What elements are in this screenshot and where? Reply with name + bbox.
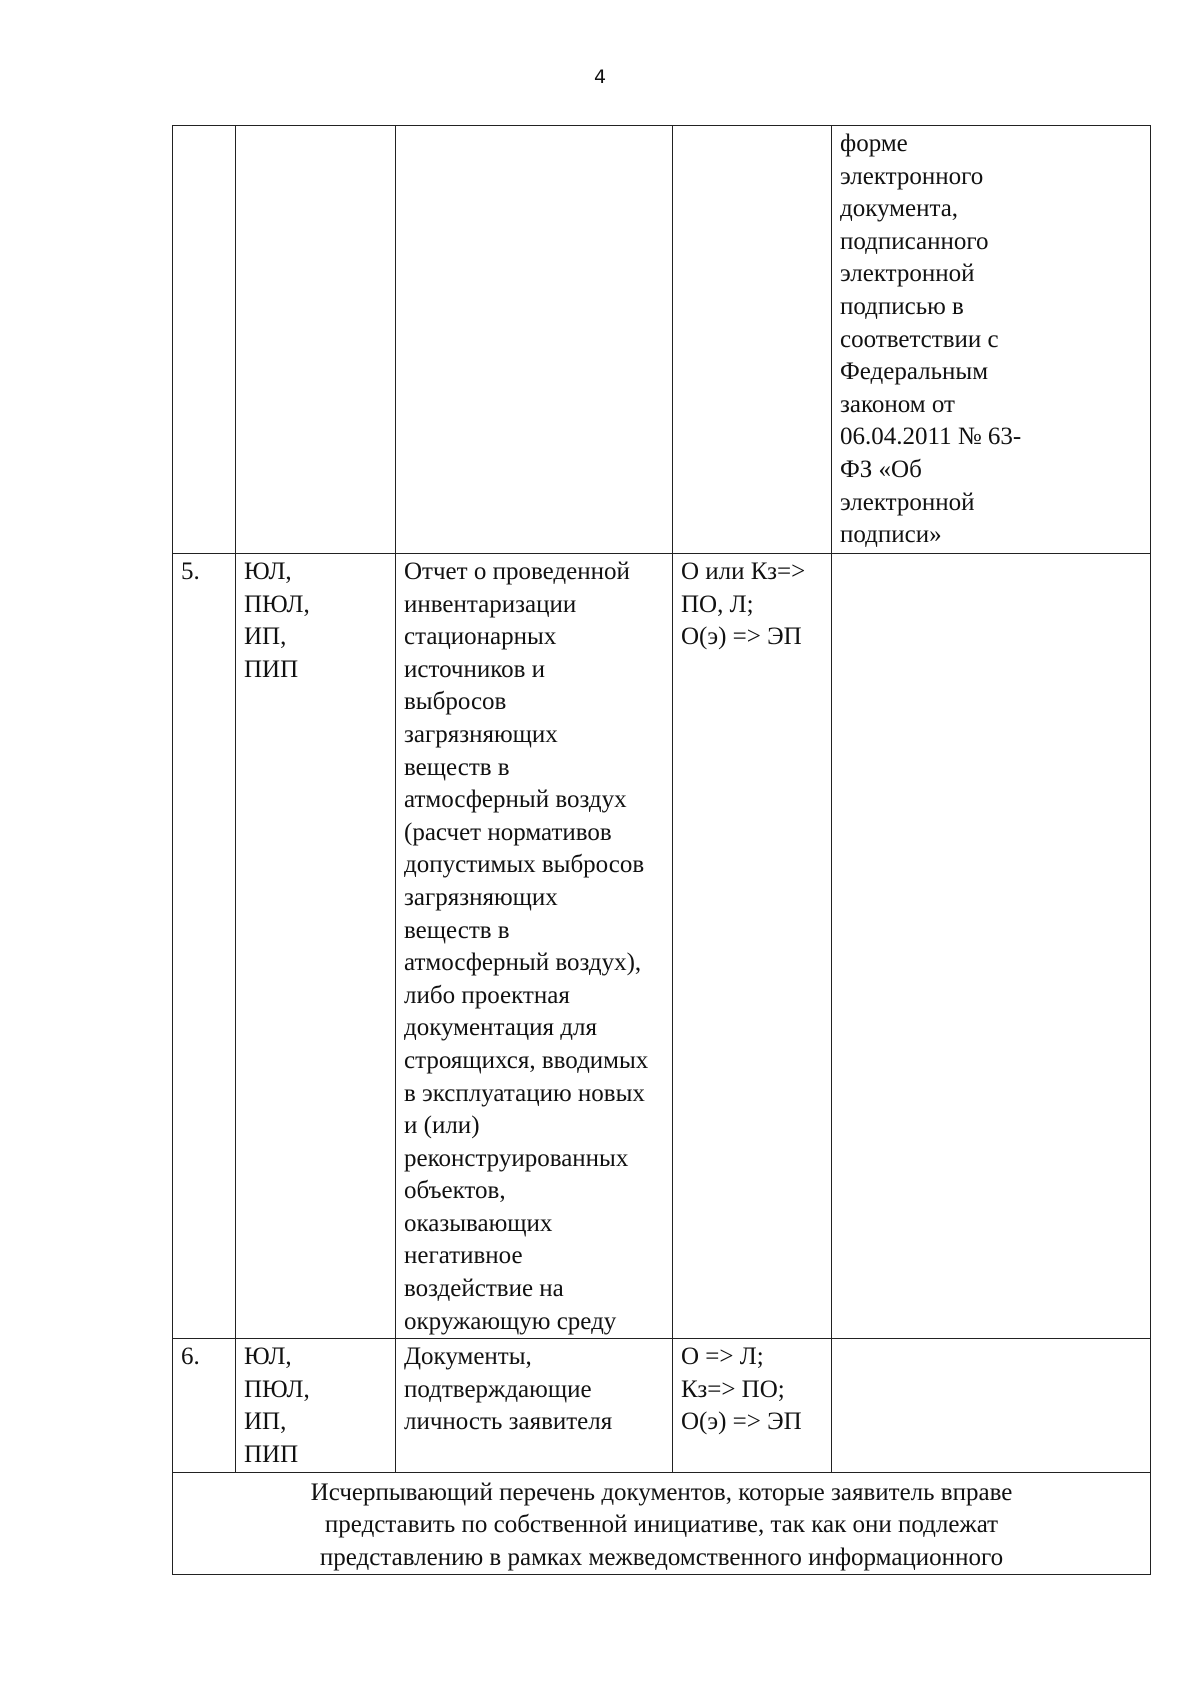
cell-number: 5. xyxy=(173,554,236,1339)
table-row xyxy=(173,554,1151,1339)
cell-document: Отчет о проведенной инвентаризации стационарных источников и выбросов загрязняющих веществ в атмосферный воздух (расчет нормативов допустимых выбросов загрязняющих веществ в атмосферный воздух), либо проектная документация для строящихся, вводимых в эксплуатацию новых и (или) реконструированных объектов, оказывающих негативное воздействие на окружающую среду xyxy=(396,554,673,1339)
cell-number: 6. xyxy=(173,1339,236,1472)
table-row-section-heading xyxy=(173,1472,1151,1575)
cell-form: О => Л; Кз=> ПО; О(э) => ЭП xyxy=(673,1339,832,1472)
cell-applicant: ЮЛ, ПЮЛ, ИП, ПИП xyxy=(236,1339,396,1472)
table-row xyxy=(173,1339,1151,1472)
cell-form xyxy=(673,126,832,554)
cell-form: О или Кз=> ПО, Л; О(э) => ЭП xyxy=(673,554,832,1339)
cell-section-heading: Исчерпывающий перечень документов, которые заявитель вправе представить по собственной инициативе, так как они подлежат представлению в рамках межведомственного информационного xyxy=(173,1472,1151,1575)
documents-table xyxy=(172,125,1151,1575)
cell-applicant xyxy=(236,126,396,554)
cell-note xyxy=(832,1339,1151,1472)
cell-note: форме электронного документа, подписанного электронной подписью в соответствии с Федеральным законом от 06.04.2011 № 63- ФЗ «Об электронной подписи» xyxy=(832,126,1151,554)
cell-document: Документы, подтверждающие личность заявителя xyxy=(396,1339,673,1472)
cell-applicant: ЮЛ, ПЮЛ, ИП, ПИП xyxy=(236,554,396,1339)
cell-document xyxy=(396,126,673,554)
cell-number xyxy=(173,126,236,554)
table-row-continuation xyxy=(173,126,1151,554)
cell-note xyxy=(832,554,1151,1339)
page-number: 4 xyxy=(593,66,607,88)
